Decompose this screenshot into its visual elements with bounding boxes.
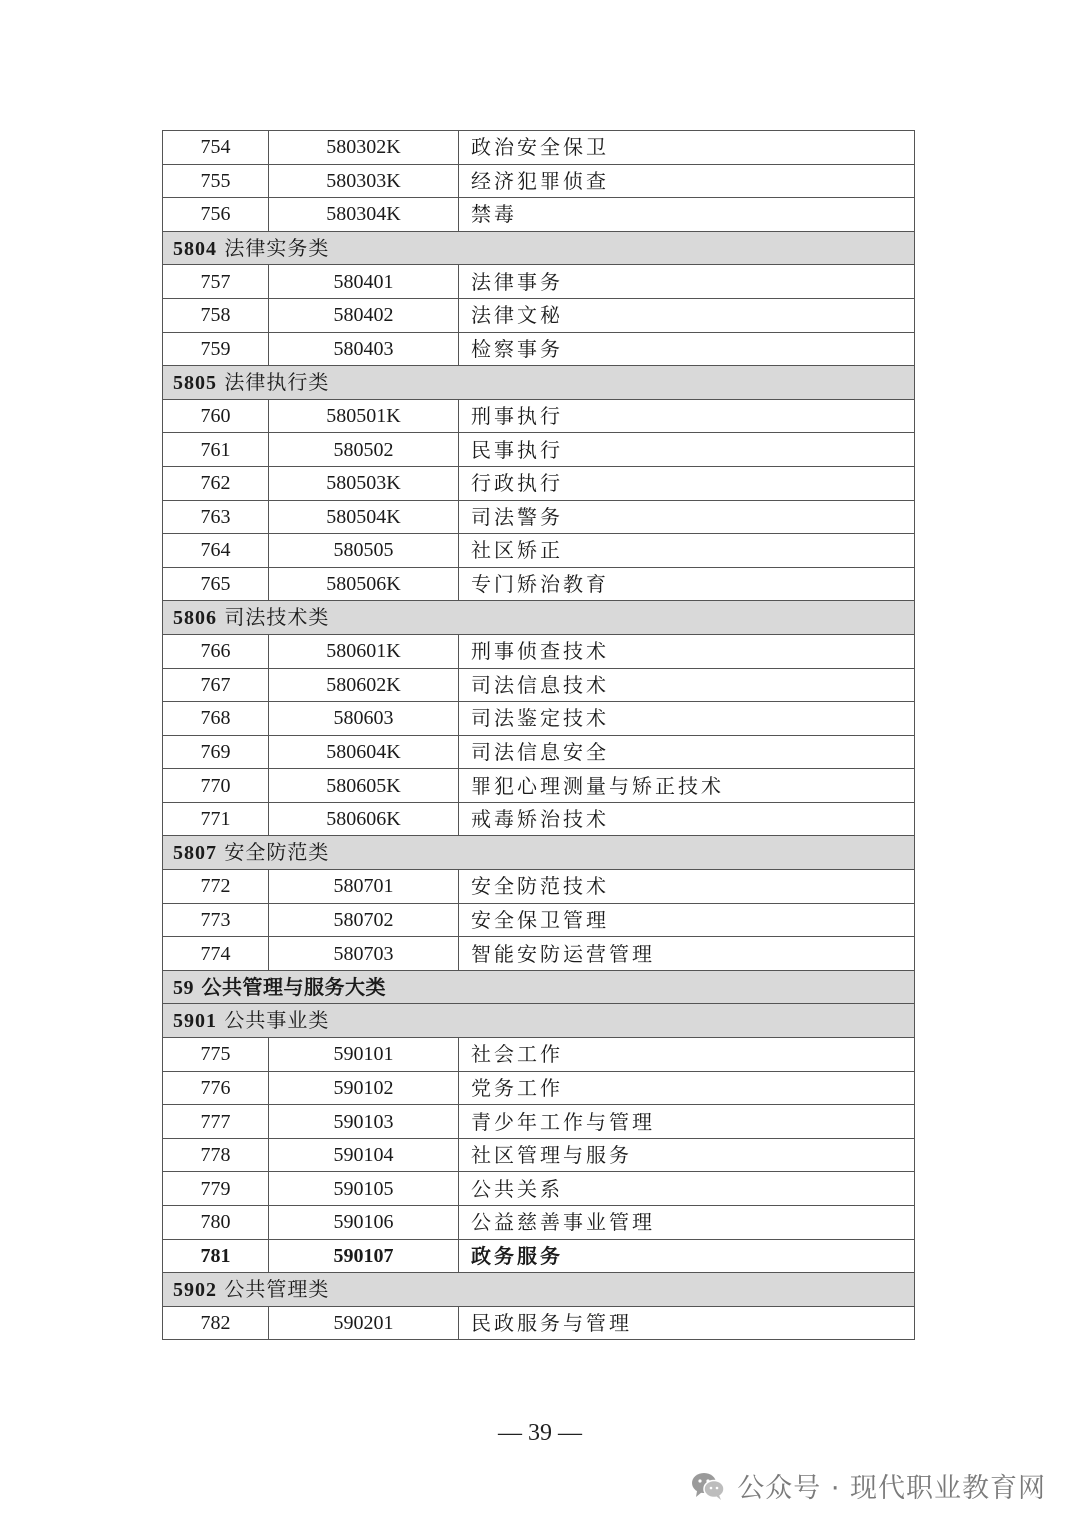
major-name: 罪犯心理测量与矫正技术 xyxy=(459,769,915,803)
table-row xyxy=(163,769,915,803)
table-row xyxy=(163,265,915,299)
major-code: 580703 xyxy=(269,937,459,971)
table-row xyxy=(163,870,915,904)
major-name: 司法鉴定技术 xyxy=(459,702,915,736)
category-code: 5901 xyxy=(173,1010,217,1033)
category-heading xyxy=(163,836,915,870)
major-name: 司法信息技术 xyxy=(459,668,915,702)
watermark xyxy=(691,1466,1046,1505)
category-title: 法律执行类 xyxy=(224,369,330,394)
category-title: 公共管理类 xyxy=(224,1276,330,1301)
table-row xyxy=(163,802,915,836)
major-name: 经济犯罪侦查 xyxy=(459,164,915,198)
category-code: 5902 xyxy=(173,1278,217,1301)
table-row xyxy=(163,332,915,366)
major-code: 580503K xyxy=(269,466,459,500)
major-code: 580702 xyxy=(269,903,459,937)
row-index: 780 xyxy=(163,1206,269,1240)
row-index: 766 xyxy=(163,634,269,668)
major-name: 智能安防运营管理 xyxy=(459,937,915,971)
major-name: 社区管理与服务 xyxy=(459,1138,915,1172)
major-name: 民政服务与管理 xyxy=(459,1306,915,1340)
watermark-text: 公众号 · 现代职业教育网 xyxy=(737,1473,1046,1504)
major-name: 社区矫正 xyxy=(459,534,915,568)
category-code: 59 xyxy=(173,976,194,999)
table-row xyxy=(163,164,915,198)
category-title: 安全防范类 xyxy=(224,840,330,865)
table-row xyxy=(163,1306,915,1340)
major-code: 580403 xyxy=(269,332,459,366)
row-index: 754 xyxy=(163,131,269,165)
category-title: 司法技术类 xyxy=(224,605,330,630)
row-index: 764 xyxy=(163,534,269,568)
row-index: 774 xyxy=(163,937,269,971)
category-heading xyxy=(163,366,915,400)
major-code: 580401 xyxy=(269,265,459,299)
category-code: 5804 xyxy=(173,237,217,260)
row-index: 778 xyxy=(163,1138,269,1172)
category-code: 5807 xyxy=(173,842,217,865)
major-name: 禁毒 xyxy=(459,198,915,232)
major-name: 戒毒矫治技术 xyxy=(459,802,915,836)
major-name: 安全防范技术 xyxy=(459,870,915,904)
major-code: 590201 xyxy=(269,1306,459,1340)
table-row xyxy=(163,1172,915,1206)
major-name: 青少年工作与管理 xyxy=(459,1105,915,1139)
major-name: 司法警务 xyxy=(459,500,915,534)
table-row xyxy=(163,668,915,702)
category-heading xyxy=(163,231,915,265)
major-name: 安全保卫管理 xyxy=(459,903,915,937)
major-name: 刑事侦查技术 xyxy=(459,634,915,668)
major-name: 公益慈善事业管理 xyxy=(459,1206,915,1240)
category-heading xyxy=(163,1273,915,1307)
major-code: 580504K xyxy=(269,500,459,534)
major-name: 社会工作 xyxy=(459,1038,915,1072)
row-index: 765 xyxy=(163,567,269,601)
subcategory-row xyxy=(163,1273,915,1307)
table-row xyxy=(163,399,915,433)
category-title: 公共管理与服务大类 xyxy=(201,974,386,999)
table-row xyxy=(163,433,915,467)
category-heading xyxy=(163,1004,915,1038)
subcategory-row xyxy=(163,836,915,870)
row-index: 771 xyxy=(163,802,269,836)
row-index: 756 xyxy=(163,198,269,232)
catalog-table-body xyxy=(163,131,915,1340)
table-row xyxy=(163,1071,915,1105)
table-row xyxy=(163,500,915,534)
table-row xyxy=(163,1138,915,1172)
major-name: 司法信息安全 xyxy=(459,735,915,769)
row-index: 760 xyxy=(163,399,269,433)
page-number: — 39 — xyxy=(498,1420,582,1446)
major-code: 580505 xyxy=(269,534,459,568)
major-name: 检察事务 xyxy=(459,332,915,366)
row-index: 763 xyxy=(163,500,269,534)
table-row xyxy=(163,634,915,668)
table-row xyxy=(163,903,915,937)
major-code: 580302K xyxy=(269,131,459,165)
major-code: 580601K xyxy=(269,634,459,668)
table-row xyxy=(163,735,915,769)
major-name: 党务工作 xyxy=(459,1071,915,1105)
major-code: 590104 xyxy=(269,1138,459,1172)
table-row xyxy=(163,1239,915,1273)
table-row xyxy=(163,1206,915,1240)
table-row xyxy=(163,131,915,165)
row-index: 777 xyxy=(163,1105,269,1139)
category-title: 法律实务类 xyxy=(224,235,330,260)
row-index: 767 xyxy=(163,668,269,702)
table-row xyxy=(163,298,915,332)
major-catalog-table xyxy=(162,130,915,1340)
subcategory-row xyxy=(163,366,915,400)
table-row xyxy=(163,198,915,232)
major-name: 行政执行 xyxy=(459,466,915,500)
major-name: 法律文秘 xyxy=(459,298,915,332)
row-index: 779 xyxy=(163,1172,269,1206)
table-row xyxy=(163,466,915,500)
row-index: 758 xyxy=(163,298,269,332)
major-code: 580502 xyxy=(269,433,459,467)
category-code: 5805 xyxy=(173,371,217,394)
major-name: 政务服务 xyxy=(459,1239,915,1273)
major-name: 法律事务 xyxy=(459,265,915,299)
major-code: 580605K xyxy=(269,769,459,803)
subcategory-row xyxy=(163,601,915,635)
major-code: 590103 xyxy=(269,1105,459,1139)
major-code: 590101 xyxy=(269,1038,459,1072)
table-row xyxy=(163,534,915,568)
row-index: 759 xyxy=(163,332,269,366)
major-code: 580701 xyxy=(269,870,459,904)
table-row xyxy=(163,1038,915,1072)
major-code: 580304K xyxy=(269,198,459,232)
major-code: 580606K xyxy=(269,802,459,836)
row-index: 770 xyxy=(163,769,269,803)
row-index: 781 xyxy=(163,1239,269,1273)
major-name: 民事执行 xyxy=(459,433,915,467)
row-index: 755 xyxy=(163,164,269,198)
major-code: 580506K xyxy=(269,567,459,601)
category-heading xyxy=(163,601,915,635)
major-code: 580501K xyxy=(269,399,459,433)
major-code: 580604K xyxy=(269,735,459,769)
row-index: 775 xyxy=(163,1038,269,1072)
table-row xyxy=(163,937,915,971)
major-code: 580303K xyxy=(269,164,459,198)
major-category-row xyxy=(163,970,915,1004)
row-index: 772 xyxy=(163,870,269,904)
major-name: 专门矫治教育 xyxy=(459,567,915,601)
category-heading xyxy=(163,970,915,1004)
row-index: 782 xyxy=(163,1306,269,1340)
row-index: 757 xyxy=(163,265,269,299)
row-index: 776 xyxy=(163,1071,269,1105)
major-code: 590107 xyxy=(269,1239,459,1273)
major-name: 政治安全保卫 xyxy=(459,131,915,165)
major-code: 580602K xyxy=(269,668,459,702)
major-code: 590102 xyxy=(269,1071,459,1105)
subcategory-row xyxy=(163,1004,915,1038)
wechat-icon xyxy=(691,1471,725,1501)
major-code: 590106 xyxy=(269,1206,459,1240)
row-index: 769 xyxy=(163,735,269,769)
major-name: 公共关系 xyxy=(459,1172,915,1206)
category-title: 公共事业类 xyxy=(224,1008,330,1033)
row-index: 761 xyxy=(163,433,269,467)
subcategory-row xyxy=(163,231,915,265)
major-name: 刑事执行 xyxy=(459,399,915,433)
row-index: 773 xyxy=(163,903,269,937)
table-row xyxy=(163,702,915,736)
table-row xyxy=(163,567,915,601)
row-index: 768 xyxy=(163,702,269,736)
category-code: 5806 xyxy=(173,607,217,630)
major-code: 580402 xyxy=(269,298,459,332)
major-code: 580603 xyxy=(269,702,459,736)
major-code: 590105 xyxy=(269,1172,459,1206)
row-index: 762 xyxy=(163,466,269,500)
table-row xyxy=(163,1105,915,1139)
